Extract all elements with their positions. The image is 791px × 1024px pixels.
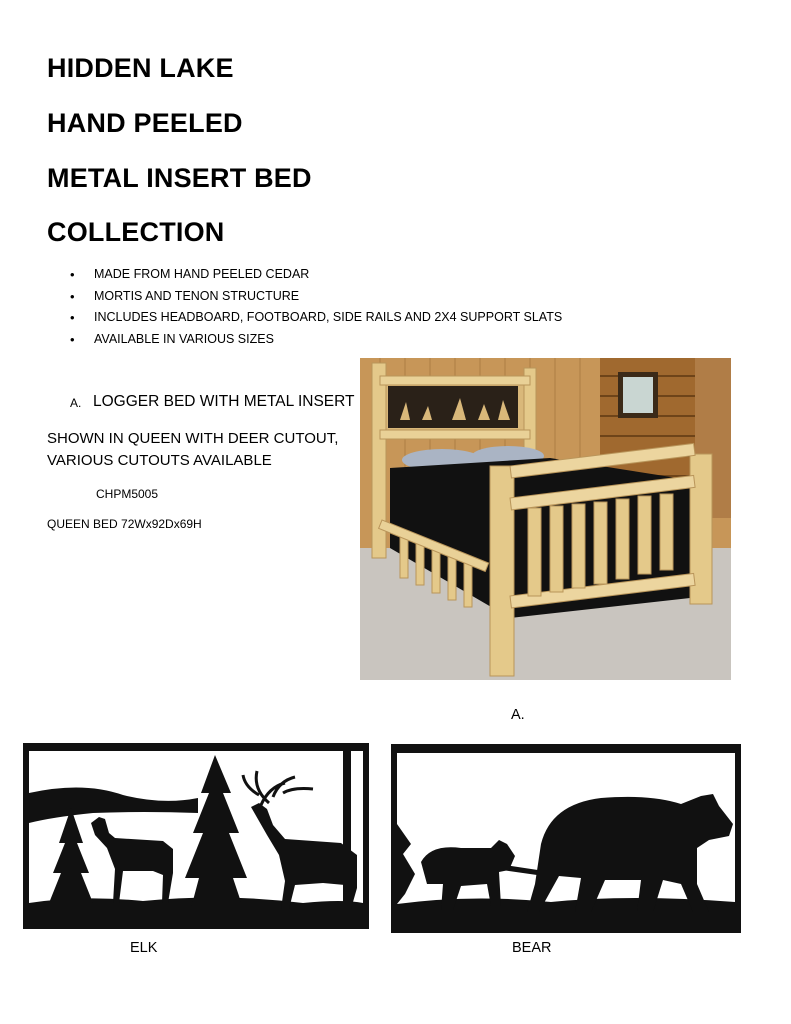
bear-insert-panel xyxy=(391,744,741,933)
feature-item: • AVAILABLE IN VARIOUS SIZES xyxy=(70,329,562,351)
feature-item: • MORTIS AND TENON STRUCTURE xyxy=(70,286,562,308)
photo-caption: A. xyxy=(511,707,525,723)
product-description-line-1: SHOWN IN QUEEN WITH DEER CUTOUT, xyxy=(47,430,339,447)
title-line-4: COLLECTION xyxy=(47,217,225,247)
elk-insert-panel xyxy=(23,743,369,929)
product-sku: CHPM5005 xyxy=(96,487,159,501)
feature-item: • MADE FROM HAND PEELED CEDAR xyxy=(70,264,562,286)
product-size: QUEEN BED 72Wx92Dx69H xyxy=(47,517,202,531)
product-marker: A. xyxy=(70,396,82,410)
feature-list xyxy=(70,264,562,350)
elk-caption: ELK xyxy=(130,940,158,956)
feature-item: • INCLUDES HEADBOARD, FOOTBOARD, SIDE RAILS AND 2X4 SUPPORT SLATS xyxy=(70,307,562,329)
title-line-1: HIDDEN LAKE xyxy=(47,53,234,83)
product-description-line-2: VARIOUS CUTOUTS AVAILABLE xyxy=(47,452,272,469)
bed-photo xyxy=(360,358,731,680)
product-name: LOGGER BED WITH METAL INSERT xyxy=(93,393,355,410)
bear-caption: BEAR xyxy=(512,940,552,956)
title-line-3: METAL INSERT BED xyxy=(47,163,312,193)
title-line-2: HAND PEELED xyxy=(47,108,243,138)
